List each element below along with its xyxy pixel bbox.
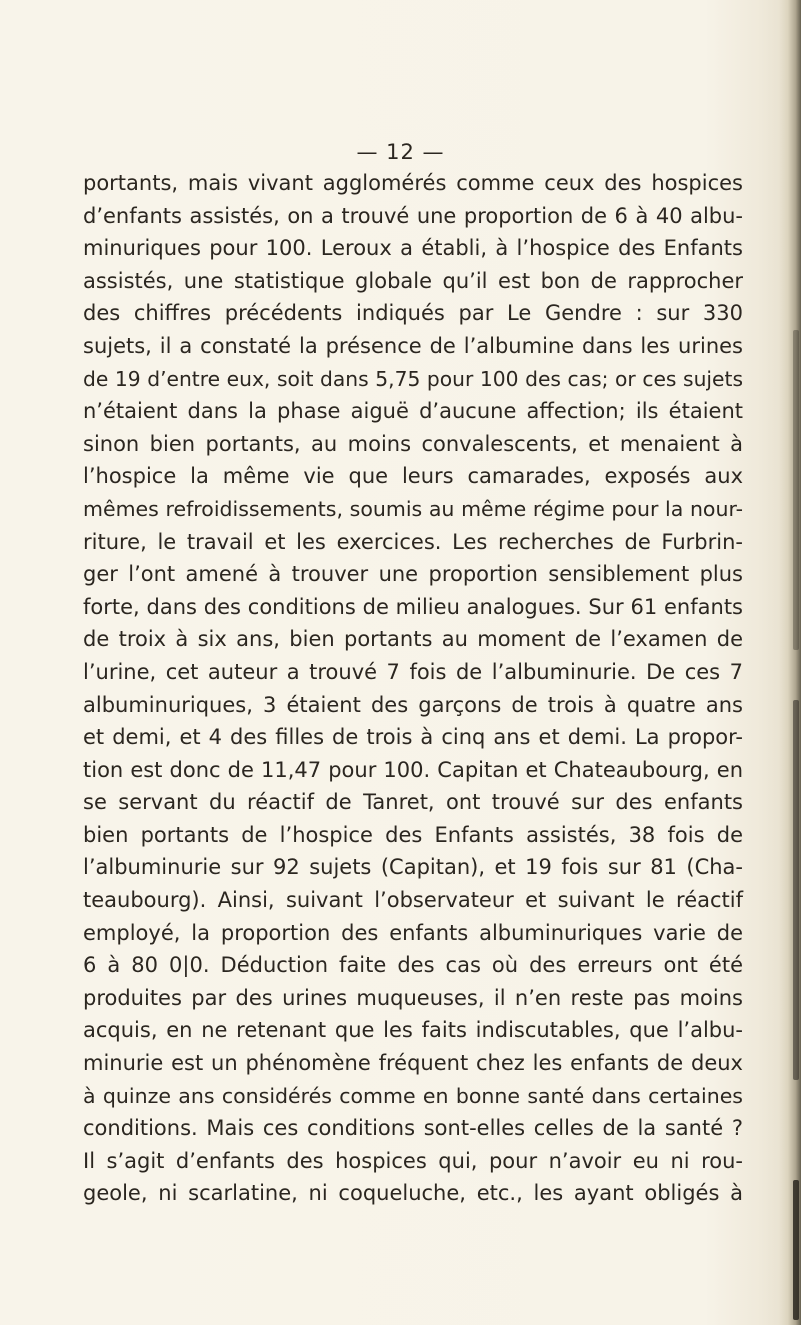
text-line: geole, ni scarlatine, ni coqueluche, etc., les ayant obligés à [83, 1181, 743, 1206]
text-line: Il s’agit d’enfants des hospices qui, pour n’avoir eu ni rou- [83, 1148, 743, 1173]
text-line: et demi, et 4 des filles de trois à cinq ans et demi. La propor- [83, 725, 743, 750]
text-line: n’étaient dans la phase aiguë d’aucune affection; ils étaient [83, 399, 743, 424]
text-line: tion est donc de 11,47 pour 100. Capitan et Chateaubourg, en [83, 757, 743, 782]
body-paragraph [83, 167, 743, 1210]
text-line: sujets, il a constaté la présence de l’albumine dans les urines [83, 333, 743, 358]
page-edge-shadow [779, 0, 801, 1325]
text-line: se servant du réactif de Tanret, ont trouvé sur des enfants [83, 790, 743, 815]
edge-stain [793, 330, 799, 650]
text-line: conditions. Mais ces conditions sont-elles celles de la santé ? [83, 1116, 743, 1141]
text-line: ger l’ont amené à trouver une proportion sensiblement plus [83, 562, 743, 587]
text-line: minurie est un phénomène fréquent chez les enfants de deux [83, 1051, 743, 1076]
text-line: teaubourg). Ainsi, suivant l’observateur et suivant le réactif [83, 888, 743, 913]
text-line: acquis, en ne retenant que les faits indiscutables, que l’albu- [83, 1018, 743, 1043]
text-line: minuriques pour 100. Leroux a établi, à l’hospice des Enfants [83, 236, 743, 261]
text-line: l’urine, cet auteur a trouvé 7 fois de l’albuminurie. De ces 7 [83, 659, 743, 684]
text-line: assistés, une statistique globale qu’il est bon de rapprocher [83, 268, 743, 293]
edge-stain [793, 1180, 799, 1320]
text-line: produites par des urines muqueuses, il n’en reste pas moins [83, 985, 743, 1010]
edge-stain [793, 700, 799, 1080]
text-line: forte, dans des conditions de milieu analogues. Sur 61 enfants [83, 594, 743, 619]
text-line: l’hospice la même vie que leurs camarades, exposés aux [83, 464, 743, 489]
page-number: — 12 — [356, 140, 445, 164]
text-line: mêmes refroidissements, soumis au même régime pour la nour- [83, 496, 743, 521]
text-line: à quinze ans considérés comme en bonne santé dans certaines [83, 1083, 743, 1108]
text-line: de troix à six ans, bien portants au moment de l’examen de [83, 627, 743, 652]
text-line: bien portants de l’hospice des Enfants assistés, 38 fois de [83, 822, 743, 847]
text-line: l’albuminurie sur 92 sujets (Capitan), et 19 fois sur 81 (Cha- [83, 855, 743, 880]
text-line: 6 à 80 0|0. Déduction faite des cas où des erreurs ont été [83, 953, 743, 978]
text-line: sinon bien portants, au moins convalescents, et menaient à [83, 431, 743, 456]
text-line: riture, le travail et les exercices. Les recherches de Furbrin- [83, 529, 743, 554]
text-line: des chiffres précédents indiqués par Le Gendre : sur 330 [83, 301, 743, 326]
text-line: de 19 d’entre eux, soit dans 5,75 pour 100 des cas; or ces sujets [83, 366, 743, 391]
text-line: d’enfants assistés, on a trouvé une proportion de 6 à 40 albu- [83, 203, 743, 228]
text-line: albuminuriques, 3 étaient des garçons de trois à quatre ans [83, 692, 743, 717]
text-line: employé, la proportion des enfants albuminuriques varie de [83, 920, 743, 945]
text-line: portants, mais vivant agglomérés comme ceux des hospices [83, 171, 743, 195]
